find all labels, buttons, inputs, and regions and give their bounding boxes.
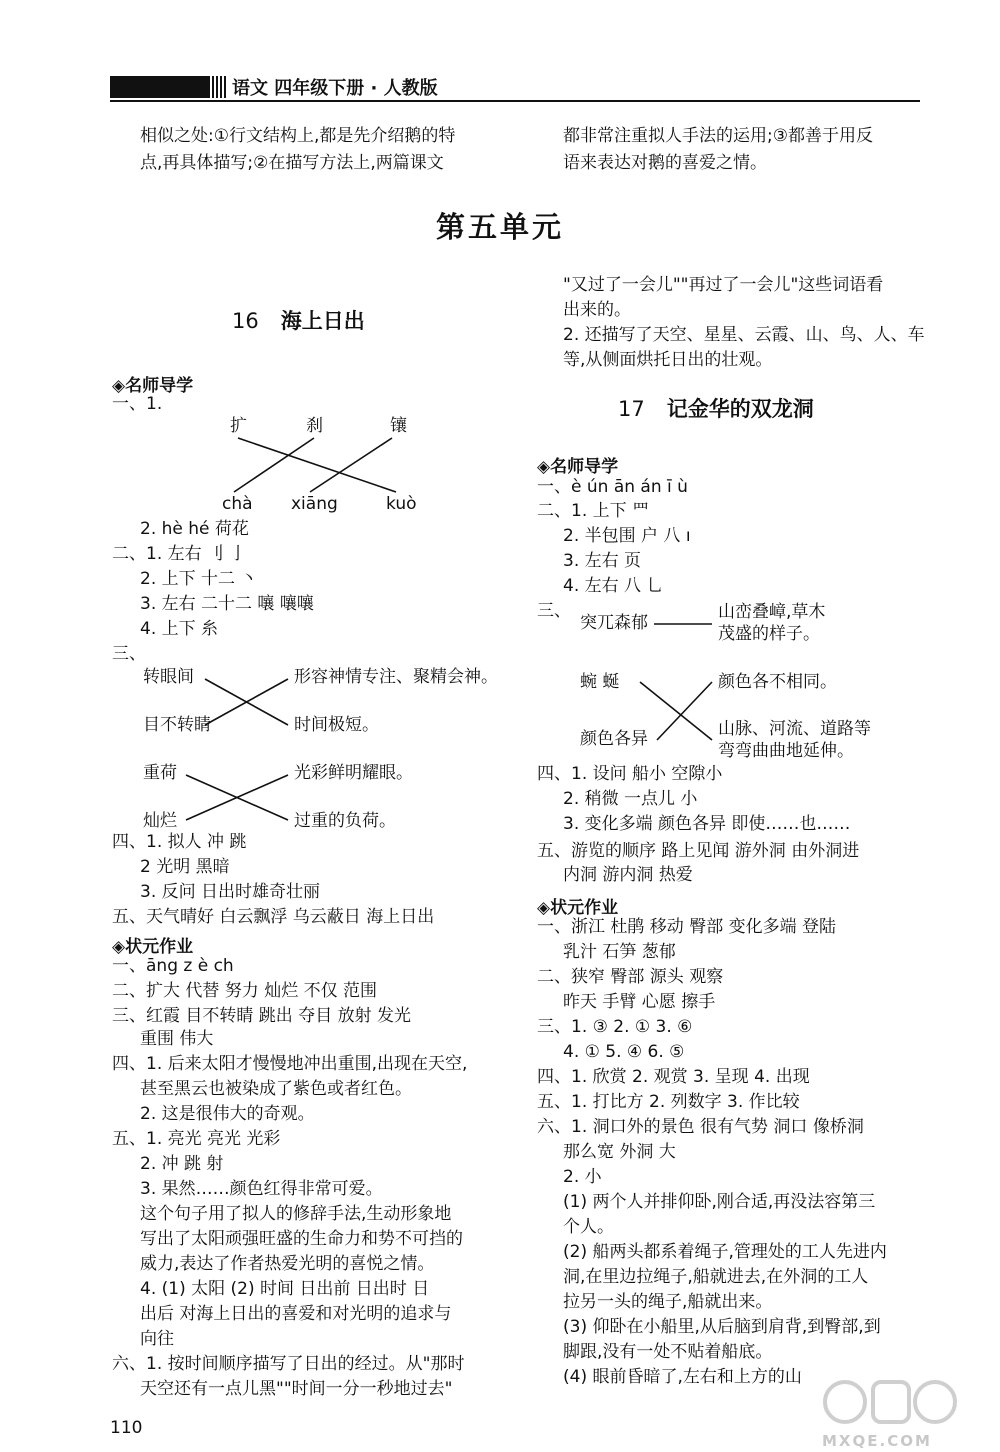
left-line: 五、天气晴好 白云飘浮 乌云蔽日 海上日出 (112, 907, 435, 927)
right-line: 出来的。 (563, 300, 631, 320)
right-line: 内洞 游内洞 热爱 (563, 865, 693, 885)
left-line: 重围 伟大 (140, 1029, 214, 1049)
section-heading-homework-2: ◈状元作业 (537, 898, 619, 918)
watermark-logo-icon (815, 1372, 965, 1434)
match3-left-1: 重荷 (143, 763, 177, 783)
match1-top-2: 刹 (306, 416, 323, 436)
right-line: 五、游览的顺序 路上见闻 游外洞 由外洞进 (537, 841, 860, 861)
page-number: 110 (110, 1418, 143, 1438)
section-heading-guide: ◈名师导学 (112, 376, 194, 396)
right-line: 3. 变化多端 颜色各异 即使……也…… (563, 814, 851, 834)
left-line: 天空还有一点儿黑""时间一分一秒地过去" (140, 1379, 453, 1399)
right-line: (1) 两个人并排仰卧,刚合适,再没法容第三 (563, 1192, 876, 1212)
left-line: 2. 这是很伟大的奇观。 (140, 1104, 315, 1124)
match4-left: 突兀森郁 (580, 613, 648, 633)
match5-right-1: 颜色各不相同。 (718, 672, 837, 692)
left-line: 3. 左右 二十二 嚷 嚷嚷 (140, 594, 314, 614)
left-line: 三、红霞 目不转睛 跳出 夺目 放射 发光 (112, 1006, 412, 1026)
right-line: 拉另一头的绳子,船就出来。 (563, 1292, 773, 1312)
section-heading-guide-2: ◈名师导学 (537, 457, 619, 477)
match3-right-2: 过重的负荷。 (294, 811, 396, 831)
right-line: (2) 船两头都系着绳子,管理处的工人先进内 (563, 1242, 887, 1262)
right-line: 五、1. 打比方 2. 列数字 3. 作比较 (537, 1092, 800, 1112)
match1-bottom-1: chà (222, 494, 253, 514)
left-line: 4. 上下 糸 (140, 619, 219, 639)
right-line: 一、è ún ān án ī ù (537, 477, 688, 497)
right-line: 2. 稍微 一点儿 小 (563, 789, 698, 809)
right-line: 等,从侧面烘托日出的壮观。 (563, 350, 773, 370)
right-line: 四、1. 设问 船小 空隙小 (537, 764, 723, 784)
left-q3-label: 三、 (112, 644, 146, 664)
match1-line-c (310, 438, 392, 492)
left-line: 3. 反问 日出时雄奇壮丽 (140, 882, 321, 902)
right-line: 个人。 (563, 1217, 614, 1237)
right-line: 2. 还描写了天空、星星、云霞、山、鸟、人、车 (563, 325, 925, 345)
right-line: 4. ① 5. ④ 6. ⑤ (563, 1042, 685, 1062)
left-line: 威力,表达了作者热爱光明的喜悦之情。 (140, 1254, 435, 1274)
left-line: 3. 果然……颜色红得非常可爱。 (140, 1179, 383, 1199)
left-q1-label: 一、1. (112, 394, 163, 414)
match4-right-1: 山峦叠嶂,草木 (718, 602, 826, 622)
left-line: 五、1. 亮光 亮光 光彩 (112, 1129, 281, 1149)
left-line: 2. 上下 十二 丶 (140, 569, 258, 589)
intro-right-line-1: 都非常注重拟人手法的运用;③都善于用反 (563, 126, 873, 146)
match5-left-2: 颜色各异 (580, 729, 648, 749)
section-heading-homework: ◈状元作业 (112, 937, 194, 957)
header-title: 语文 四年级下册 · 人教版 (232, 78, 438, 99)
watermark-text: MXQE.COM (822, 1432, 932, 1450)
right-line: (4) 眼前昏暗了,左右和上方的山 (563, 1367, 802, 1387)
match5-right-3: 弯弯曲曲地延伸。 (718, 741, 854, 761)
match3-left-2: 灿烂 (143, 811, 177, 831)
left-line: 四、1. 后来太阳才慢慢地冲出重围,出现在天空, (112, 1054, 468, 1074)
match3-right-1: 光彩鲜明耀眼。 (294, 763, 413, 783)
left-line: 六、1. 按时间顺序描写了日出的经过。从"那时 (112, 1354, 465, 1374)
lesson-16-name: 海上日出 (280, 309, 365, 333)
intro-left-line-2: 点,再具体描写;②在描写方法上,两篇课文 (140, 153, 444, 173)
lesson-16-number: 16 (232, 309, 259, 333)
right-line: 四、1. 欣赏 2. 观赏 3. 呈现 4. 出现 (537, 1067, 810, 1087)
right-line: 三、1. ③ 2. ① 3. ⑥ (537, 1017, 693, 1037)
right-line: 六、1. 洞口外的景色 很有气势 洞口 像桥洞 (537, 1117, 864, 1137)
match1-top-1: 扩 (230, 416, 247, 436)
right-line: 乳汁 石笋 葱郁 (563, 942, 676, 962)
left-line: 2. 冲 跳 射 (140, 1154, 224, 1174)
match5-left-1: 蜿 蜒 (580, 672, 620, 692)
right-line: 二、狭窄 臀部 源头 观察 (537, 967, 724, 987)
right-line: 脚跟,没有一处不贴着船底。 (563, 1342, 773, 1362)
left-line: 写出了太阳顽强旺盛的生命力和势不可挡的 (140, 1229, 463, 1249)
right-line: 2. 小 (563, 1167, 602, 1187)
right-line: 2. 半包围 户 八 ı (563, 526, 691, 546)
intro-left-line-1: 相似之处:①行文结构上,都是先介绍鹅的特 (140, 126, 456, 146)
left-line: 二、扩大 代替 努力 灿烂 不仅 范围 (112, 981, 378, 1001)
left-line: 甚至黑云也被染成了紫色或者红色。 (140, 1079, 412, 1099)
match1-bottom-3: kuò (386, 494, 417, 514)
left-line: 这个句子用了拟人的修辞手法,生动形象地 (140, 1204, 452, 1224)
right-line: (3) 仰卧在小船里,从后脑到肩背,到臀部,到 (563, 1317, 881, 1337)
right-line: "又过了一会儿""再过了一会儿"这些词语看 (563, 275, 884, 295)
right-line: 一、浙江 杜鹃 移动 臀部 变化多端 登陆 (537, 917, 837, 937)
match4-right-2: 茂盛的样子。 (718, 624, 820, 644)
left-line: 向往 (140, 1329, 174, 1349)
lesson-17-name: 记金华的双龙洞 (666, 397, 814, 421)
right-line: 昨天 手臂 心愿 擦手 (563, 992, 716, 1012)
match5-line-a (640, 682, 712, 740)
unit-title: 第五单元 (435, 210, 564, 244)
match5-line-b (657, 682, 712, 740)
match2-right-2: 时间极短。 (294, 715, 379, 735)
match2-right-1: 形容神情专注、聚精会神。 (294, 667, 498, 687)
left-line: 二、1. 左右 刂 亅 (112, 544, 247, 564)
right-line: 3. 左右 页 (563, 551, 642, 571)
left-line: 2 光明 黑暗 (140, 857, 230, 877)
lesson-17-number: 17 (618, 397, 645, 421)
match1-line-a (238, 438, 396, 492)
intro-right-line-2: 语来表达对鹅的喜爱之情。 (563, 153, 767, 173)
match1-top-3: 镶 (390, 416, 407, 436)
left-line: 4. (1) 太阳 (2) 时间 日出前 日出时 日 (140, 1279, 430, 1299)
left-line: 四、1. 拟人 冲 跳 (112, 832, 247, 852)
left-line: 2. hè hé 荷花 (140, 519, 249, 539)
left-line: 出后 对海上日出的喜爱和对光明的追求与 (140, 1304, 452, 1324)
match5-right-2: 山脉、河流、道路等 (718, 719, 871, 739)
match2-left-2: 目不转睛 (143, 715, 211, 735)
right-q3-label: 三、 (537, 601, 571, 621)
right-line: 那么宽 外洞 大 (563, 1142, 676, 1162)
right-line: 二、1. 上下 罒 (537, 501, 650, 521)
right-line: 4. 左右 八 乚 (563, 576, 664, 596)
match2-left-1: 转眼间 (143, 667, 194, 687)
right-line: 洞,在里边拉绳子,船就进去,在外洞的工人 (563, 1267, 869, 1287)
match1-line-b (234, 438, 314, 492)
left-line: 一、āng z è ch (112, 956, 234, 976)
match1-bottom-2: xiāng (291, 494, 338, 514)
